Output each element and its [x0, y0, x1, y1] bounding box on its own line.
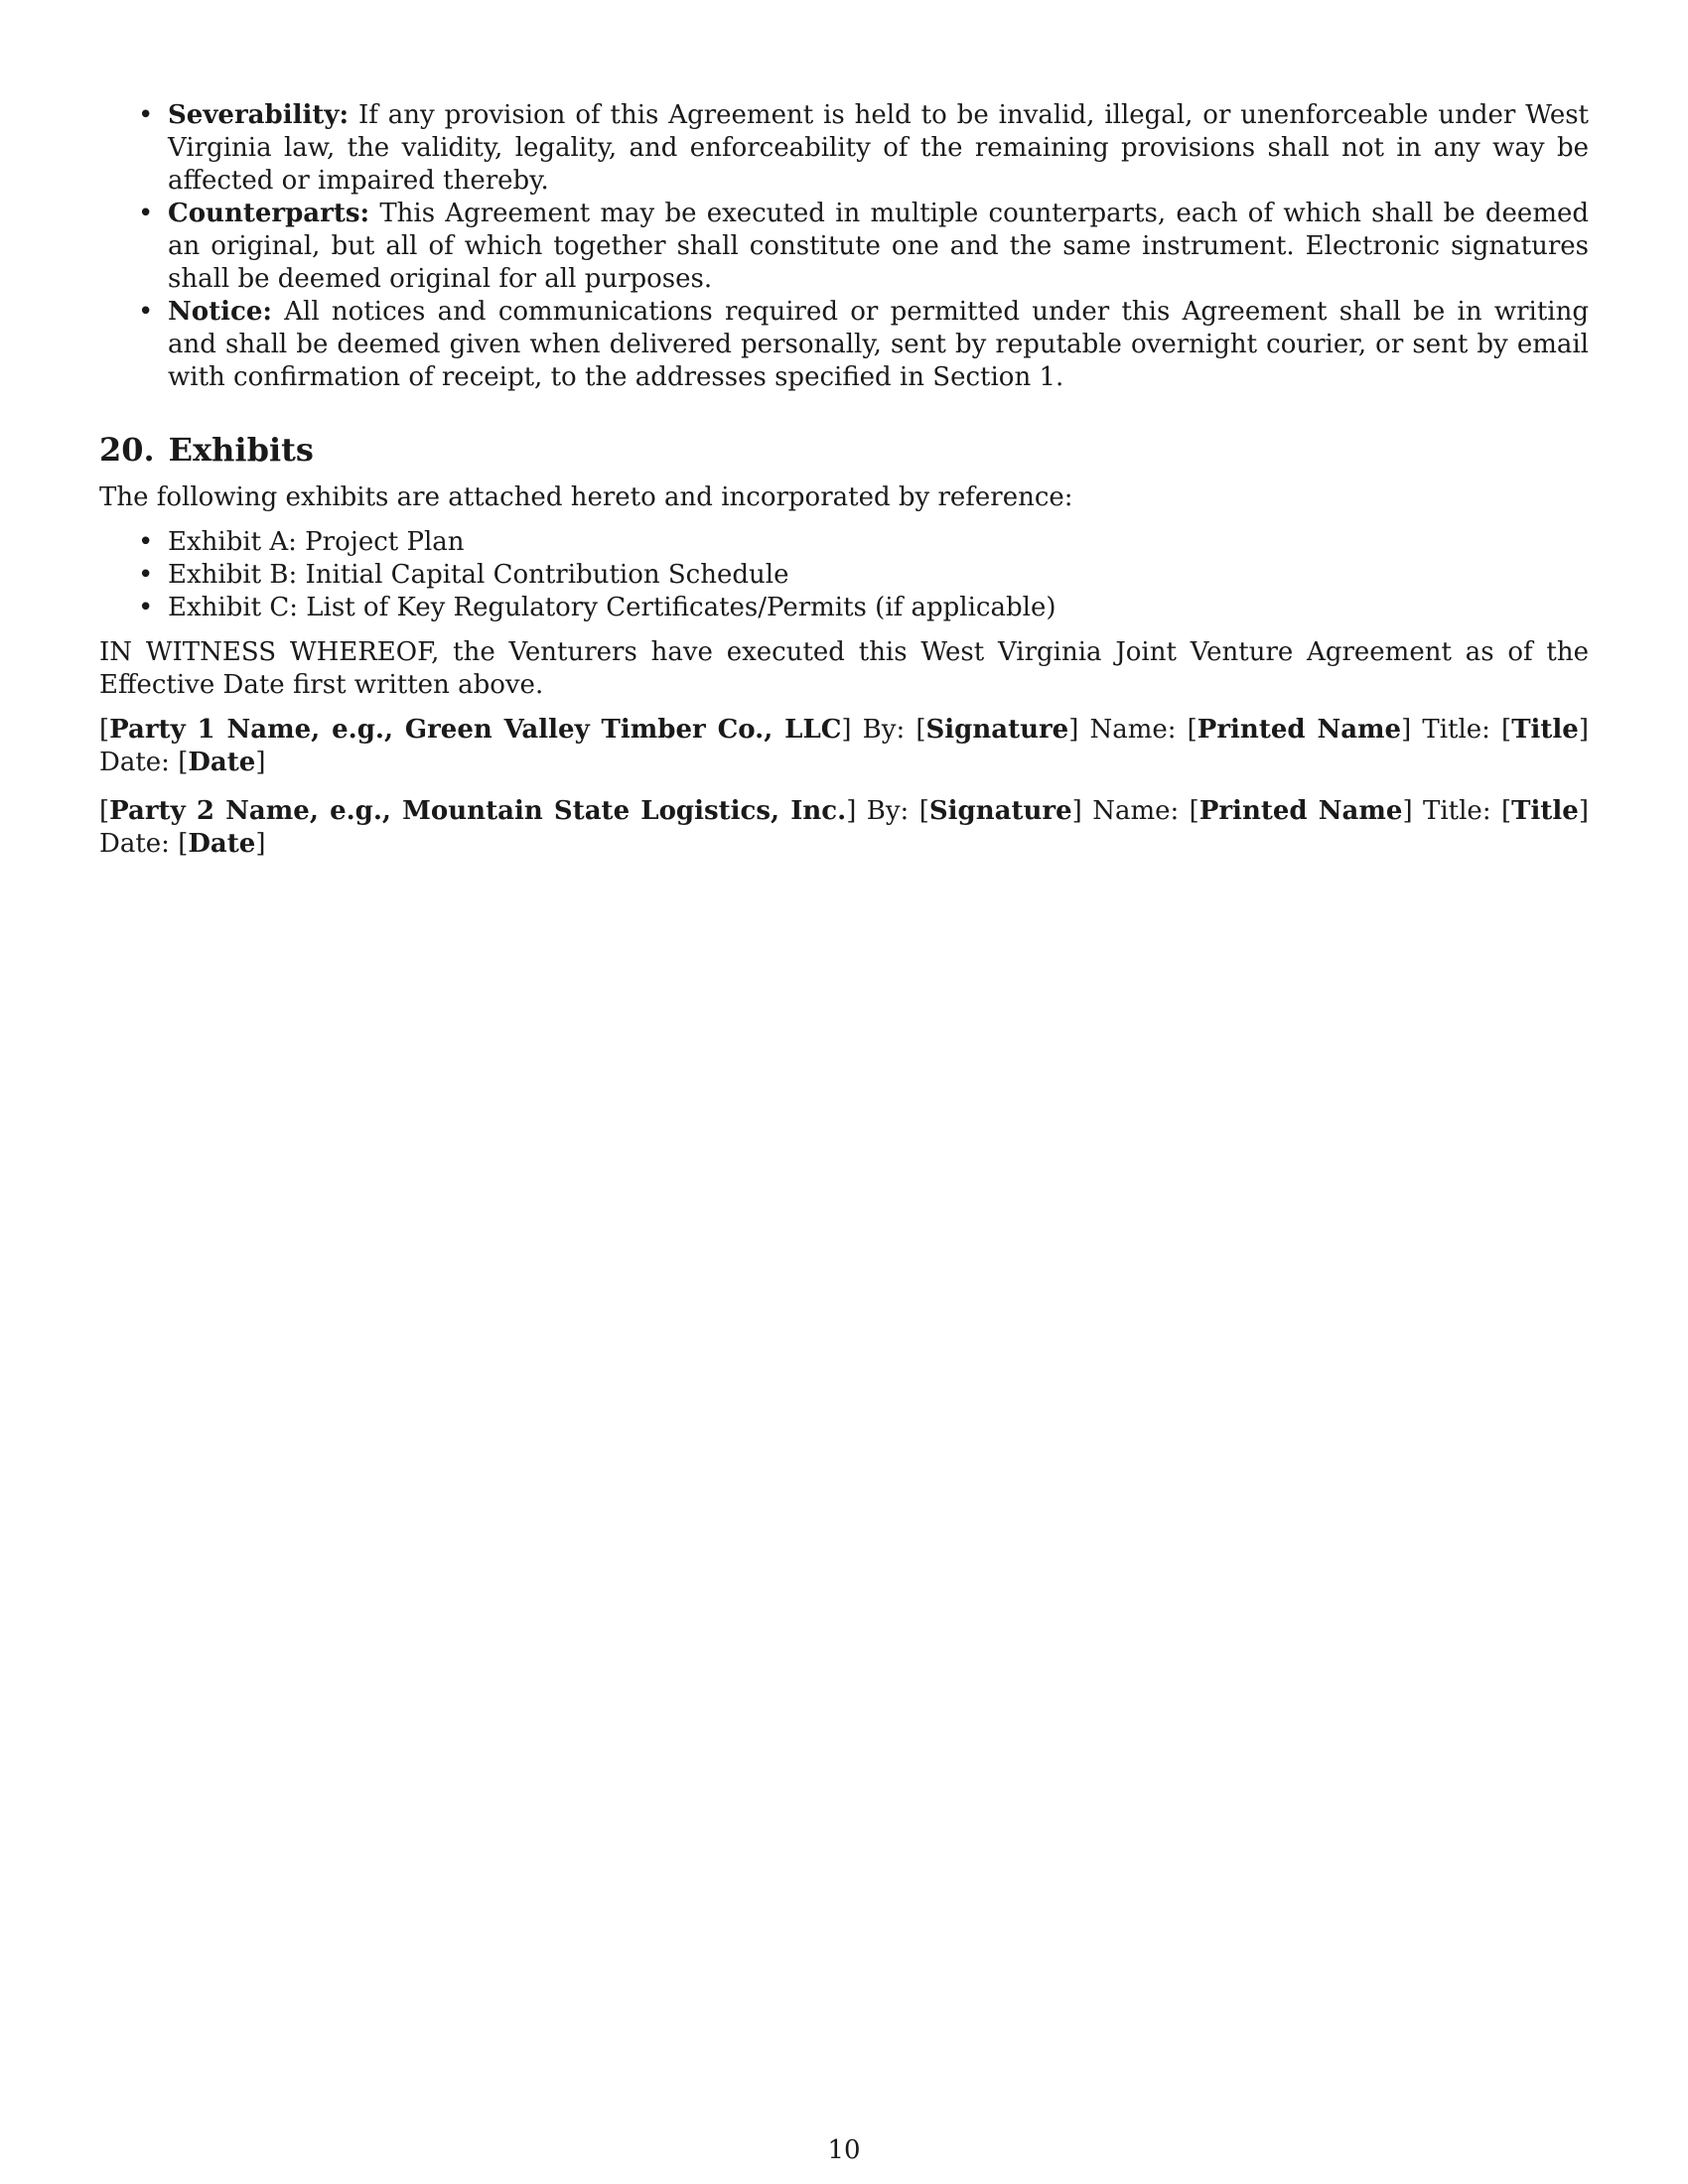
name-label: Name:	[1092, 796, 1180, 826]
list-item	[168, 296, 1589, 394]
title-label: Title:	[1423, 796, 1491, 826]
signature-block-party-1: [Party 1 Name, e.g., Green Valley Timber Co., LLC] By: [Signature] Name: [Printed Name] Title: [Title] Date: [Date]	[99, 715, 1589, 777]
clause-title: Severability:	[168, 100, 350, 130]
clause-title: Notice:	[168, 297, 272, 327]
clause-text: If any provision of this Agreement is held to be invalid, illegal, or unenforceable under West Virginia law, the validity, legality, and enforceability of the remaining provisions shall not in any way be affected or impaired thereby.	[168, 100, 1589, 196]
list-item: • Exhibit C: List of Key Regulatory Certificates/Permits (if applicable)	[168, 592, 1589, 624]
signature-placeholder: Signature	[928, 796, 1072, 826]
date-label: Date:	[99, 748, 170, 777]
clause-title: Counterparts:	[168, 199, 370, 228]
printed-name-placeholder: Printed Name	[1198, 796, 1403, 826]
list-item	[168, 198, 1589, 296]
clause-list	[99, 99, 1589, 394]
date-label: Date:	[99, 829, 170, 859]
list-item: • Exhibit B: Initial Capital Contribution Schedule	[168, 559, 1589, 592]
section-title: Exhibits	[168, 431, 314, 469]
title-placeholder: Title	[1511, 715, 1579, 745]
printed-name-placeholder: Printed Name	[1196, 715, 1402, 745]
party-name: Party 2 Name, e.g., Mountain State Logistics, Inc.	[109, 796, 847, 826]
by-label: By:	[862, 715, 906, 745]
name-label: Name:	[1089, 715, 1177, 745]
section-number: 20.	[99, 431, 155, 469]
date-placeholder: Date	[188, 748, 256, 777]
page-number: 10	[827, 2135, 861, 2165]
title-placeholder: Title	[1511, 796, 1579, 826]
date-placeholder: Date	[188, 829, 256, 859]
clause-text: This Agreement may be executed in multiple counterparts, each of which shall be deemed an original, but all of which together shall constitute one and the same instrument. Electronic signatures shall be deemed original for all purposes.	[168, 199, 1589, 294]
witness-paragraph: IN WITNESS WHEREOF, the Venturers have executed this West Virginia Joint Venture Agreement as of the Effective Date first written above.	[99, 637, 1589, 700]
signature-block-party-2: [Party 2 Name, e.g., Mountain State Logistics, Inc.] By: [Signature] Name: [Printed Name] Title: [Title] Date: [Date]	[99, 796, 1589, 859]
list-item: • Exhibit A: Project Plan	[168, 526, 1589, 559]
section-heading	[99, 430, 1589, 470]
by-label: By:	[866, 796, 910, 826]
title-label: Title:	[1422, 715, 1490, 745]
list-item	[168, 99, 1589, 198]
exhibit-list	[99, 526, 1589, 624]
clause-text: All notices and communications required or permitted under this Agreement shall be in writing and shall be deemed given when delivered personally, sent by reputable overnight courier, or sent by email with confirmation of receipt, to the addresses specified in Section 1.	[168, 297, 1590, 392]
document-page	[99, 99, 1589, 877]
section-intro: The following exhibits are attached hereto and incorporated by reference:	[99, 482, 1073, 512]
party-name: Party 1 Name, e.g., Green Valley Timber Co., LLC	[109, 715, 842, 745]
signature-placeholder: Signature	[925, 715, 1069, 745]
